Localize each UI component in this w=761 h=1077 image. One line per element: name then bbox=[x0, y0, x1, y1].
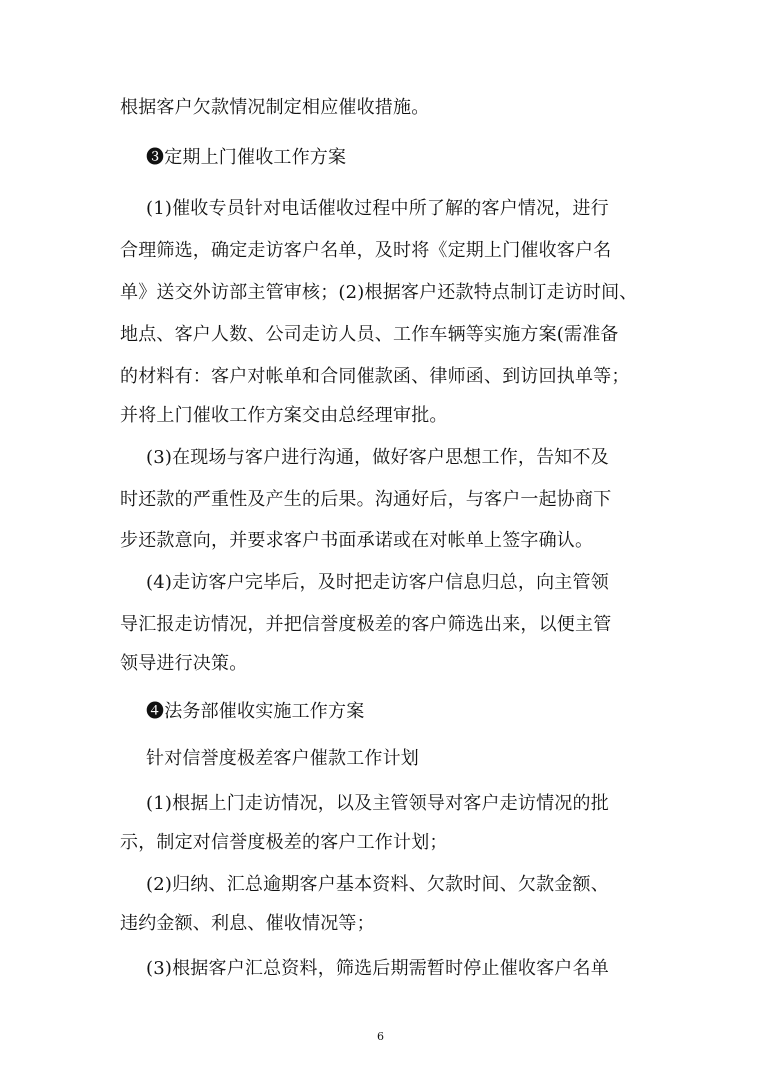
paragraph-line: (3)根据客户汇总资料，筛选后期需暂时停止催收客户名单 bbox=[146, 958, 609, 979]
paragraph-line: 的材料有：客户对帐单和合同催款函、律师函、到访回执单等； bbox=[120, 366, 630, 387]
paragraph-line: 步还款意向，并要求客户书面承诺或在对帐单上签字确认。 bbox=[120, 530, 594, 551]
paragraph-line: (3)在现场与客户进行沟通，做好客户思想工作，告知不及 bbox=[146, 447, 609, 468]
paragraph-line: 单》送交外访部主管审核；(2)根据客户还款特点制订走访时间、 bbox=[120, 282, 638, 303]
section-heading-door-visit-plan: ❸定期上门催收工作方案 bbox=[146, 147, 347, 168]
paragraph-line: 导汇报走访情况，并把信誉度极差的客户筛选出来，以便主管 bbox=[120, 614, 612, 635]
paragraph-line: 根据客户欠款情况制定相应催收措施。 bbox=[120, 97, 430, 118]
paragraph-line: (4)走访客户完毕后，及时把走访客户信息归总，向主管领 bbox=[146, 572, 609, 593]
subheading-bad-credit-plan: 针对信誉度极差客户催款工作计划 bbox=[146, 748, 419, 769]
paragraph-line: 地点、客户人数、公司走访人员、工作车辆等实施方案(需准备 bbox=[120, 324, 619, 345]
paragraph-line: 并将上门催收工作方案交由总经理审批。 bbox=[120, 405, 448, 426]
paragraph-line: (1)催收专员针对电话催收过程中所了解的客户情况，进行 bbox=[146, 198, 609, 219]
paragraph-line: 违约金额、利息、催收情况等； bbox=[120, 913, 375, 934]
paragraph-line: (2)归纳、汇总逾期客户基本资料、欠款时间、欠款金额、 bbox=[146, 874, 609, 895]
paragraph-line: 示，制定对信誉度极差的客户工作计划； bbox=[120, 832, 448, 853]
page-number: 6 bbox=[377, 1030, 384, 1043]
paragraph-line: 合理筛选，确定走访客户名单，及时将《定期上门催收客户名 bbox=[120, 240, 612, 261]
section-heading-legal-dept-plan: ❹法务部催收实施工作方案 bbox=[146, 701, 365, 722]
paragraph-line: 领导进行决策。 bbox=[120, 653, 248, 674]
paragraph-line: 时还款的严重性及产生的后果。沟通好后，与客户一起协商下 bbox=[120, 489, 612, 510]
paragraph-line: (1)根据上门走访情况，以及主管领导对客户走访情况的批 bbox=[146, 793, 609, 814]
